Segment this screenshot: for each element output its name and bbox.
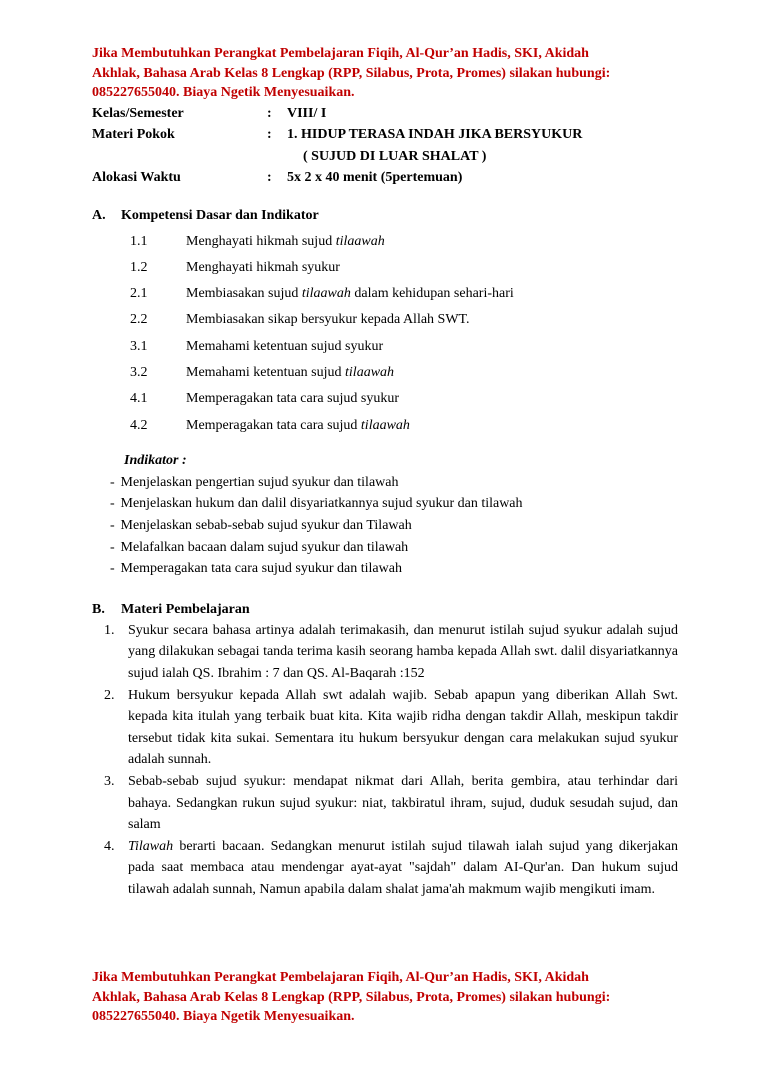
indikator-text: Melafalkan bacaan dalam sujud syukur dan tilawah	[120, 539, 409, 555]
dash: -	[110, 474, 115, 490]
kd-row	[130, 334, 678, 360]
header-notice-line-3: 085227655040. Biaya Ngetik Menyesuaikan.	[92, 85, 355, 100]
kd-text: Memperagakan tata cara sujud	[186, 417, 361, 433]
materi-item	[104, 685, 678, 771]
meta-row-materi-sub	[92, 146, 678, 168]
indikator-item	[110, 537, 678, 559]
header-notice-line-2: Akhlak, Bahasa Arab Kelas 8 Lengkap (RPP, Silabus, Prota, Promes) silakan hubungi:	[92, 65, 611, 81]
materi-item	[104, 771, 678, 836]
dash: -	[110, 496, 115, 512]
materi-number: 3.	[104, 774, 115, 789]
meta-row-alokasi	[92, 167, 678, 189]
kd-row	[130, 255, 678, 281]
section-b-letter: B.	[92, 601, 105, 617]
kd-italic: tilaawah	[335, 233, 385, 249]
kd-row	[130, 413, 678, 439]
kd-number: 4.2	[130, 417, 148, 433]
materi-sub: ( SUJUD DI LUAR SHALAT )	[303, 148, 487, 164]
kd-number: 3.2	[130, 364, 148, 380]
materi-text: berarti bacaan. Sedangkan menurut istilah sujud tilawah ialah sujud yang dikerjakan pada saat membaca atau mendengar ayat-ayat "sajdah" dalam AI-Qur'an. Dan hukum sujud tilawah adalah sunnah, Namun apabila dalam shalat jama'ah makmum wajib mengikuti imam.	[128, 838, 678, 897]
kd-text: Memperagakan tata cara sujud syukur	[186, 391, 400, 407]
indikator-text: Menjelaskan hukum dan dalil disyariatkannya sujud syukur dan tilawah	[120, 496, 523, 512]
kd-text: Memahami ketentuan sujud	[186, 364, 346, 380]
kd-row	[130, 386, 678, 412]
footer-notice-line-3: 085227655040. Biaya Ngetik Menyesuaikan.	[92, 1009, 355, 1024]
section-a-title	[92, 206, 678, 226]
materi-number: 4.	[104, 838, 115, 854]
kd-text: Menghayati hikmah sujud	[186, 233, 336, 249]
alokasi-value: 5x 2 x 40 menit (5pertemuan)	[287, 170, 463, 185]
kelas-value: VIII/ I	[287, 105, 327, 121]
indikator-title: Indikator :	[124, 452, 187, 468]
indikator-item	[110, 493, 678, 515]
kd-row	[130, 281, 678, 307]
materi-label: Materi Pokok	[92, 127, 175, 142]
indikator-text: Memperagakan tata cara sujud syukur dan tilawah	[120, 561, 402, 577]
materi-italic: Tilawah	[128, 838, 174, 854]
materi-text: Syukur secara bahasa artinya adalah terimakasih, dan menurut istilah sujud syukur adalah sujud yang dilakukan sebagai tanda terima kasih seorang hamba kepada Allah swt. dalil disyariatkannya sujud ialah QS. Ibrahim : 7 dan QS. Al-Baqarah :152	[128, 622, 678, 682]
indikator-item	[110, 558, 678, 580]
kd-text: Membiasakan sikap bersyukur kepada Allah SWT.	[186, 312, 470, 328]
indikator-text: Menjelaskan pengertian sujud syukur dan tilawah	[120, 474, 399, 490]
kd-row	[130, 307, 678, 333]
meta-block	[92, 103, 678, 189]
materi-list	[104, 620, 678, 901]
header-notice-line-1: Jika Membutuhkan Perangkat Pembelajaran Fiqih, Al-Qur’an Hadis, SKI, Akidah	[92, 46, 589, 61]
kd-text-after: dalam kehidupan sehari-hari	[350, 286, 514, 302]
colon: :	[267, 105, 272, 121]
kd-number: 2.2	[130, 312, 148, 328]
kd-number: 1.1	[130, 233, 148, 249]
materi-item	[104, 620, 678, 685]
kd-text: Menghayati hikmah syukur	[186, 259, 340, 275]
section-b-heading: Materi Pembelajaran	[121, 601, 250, 617]
section-a-heading: Kompetensi Dasar dan Indikator	[121, 207, 319, 223]
footer-notice	[92, 968, 678, 1027]
dash: -	[110, 518, 115, 534]
materi-value: 1. HIDUP TERASA INDAH JIKA BERSYUKUR	[287, 127, 583, 142]
kd-row	[130, 229, 678, 255]
kd-number: 2.1	[130, 286, 148, 302]
kd-italic: tilaawah	[301, 286, 351, 302]
kelas-label: Kelas/Semester	[92, 105, 184, 121]
dash: -	[110, 561, 115, 577]
dash: -	[110, 539, 115, 555]
document-page	[92, 44, 678, 901]
colon: :	[267, 127, 272, 142]
kd-list	[130, 229, 678, 439]
kd-text: Membiasakan sujud	[186, 286, 302, 302]
indikator-item	[110, 472, 678, 494]
kd-number: 4.1	[130, 391, 148, 407]
meta-row-materi	[92, 124, 678, 146]
kd-row	[130, 360, 678, 386]
materi-number: 1.	[104, 622, 115, 638]
section-b-title	[92, 600, 678, 620]
kd-italic: tilaawah	[345, 364, 395, 380]
kd-number: 1.2	[130, 259, 148, 275]
indikator-list	[110, 472, 678, 580]
materi-item	[104, 836, 678, 901]
kd-italic: tilaawah	[360, 417, 410, 433]
section-a-letter: A.	[92, 207, 106, 223]
materi-text: Sebab-sebab sujud syukur: mendapat nikmat dari Allah, berita gembira, atau terhindar dari bahaya. Sedangkan rukun sujud syukur: niat, takbiratul ihram, sujud, duduk sesudah sujud, dan salam	[128, 774, 678, 833]
indikator-text: Menjelaskan sebab-sebab sujud syukur dan Tilawah	[120, 518, 412, 534]
kd-text: Memahami ketentuan sujud syukur	[186, 338, 384, 354]
materi-text: Hukum bersyukur kepada Allah swt adalah wajib. Sebab apapun yang diberikan Allah Swt. kepada kita itulah yang terbaik buat kita. Kita wajib ridha dengan takdir Allah, meskipun takdir tersebut tidak kita sukai. Sementara itu hukum bersyukur dengan cara melakukan sujud syukur adalah sunnah.	[128, 687, 678, 768]
footer-notice-line-1: Jika Membutuhkan Perangkat Pembelajaran Fiqih, Al-Qur’an Hadis, SKI, Akidah	[92, 970, 589, 985]
footer-notice-line-2: Akhlak, Bahasa Arab Kelas 8 Lengkap (RPP, Silabus, Prota, Promes) silakan hubungi:	[92, 989, 611, 1005]
meta-row-kelas	[92, 103, 678, 125]
header-notice	[92, 44, 678, 103]
materi-number: 2.	[104, 687, 115, 703]
alokasi-label: Alokasi Waktu	[92, 170, 181, 185]
indikator-item	[110, 515, 678, 537]
colon: :	[267, 170, 272, 185]
kd-number: 3.1	[130, 338, 148, 354]
